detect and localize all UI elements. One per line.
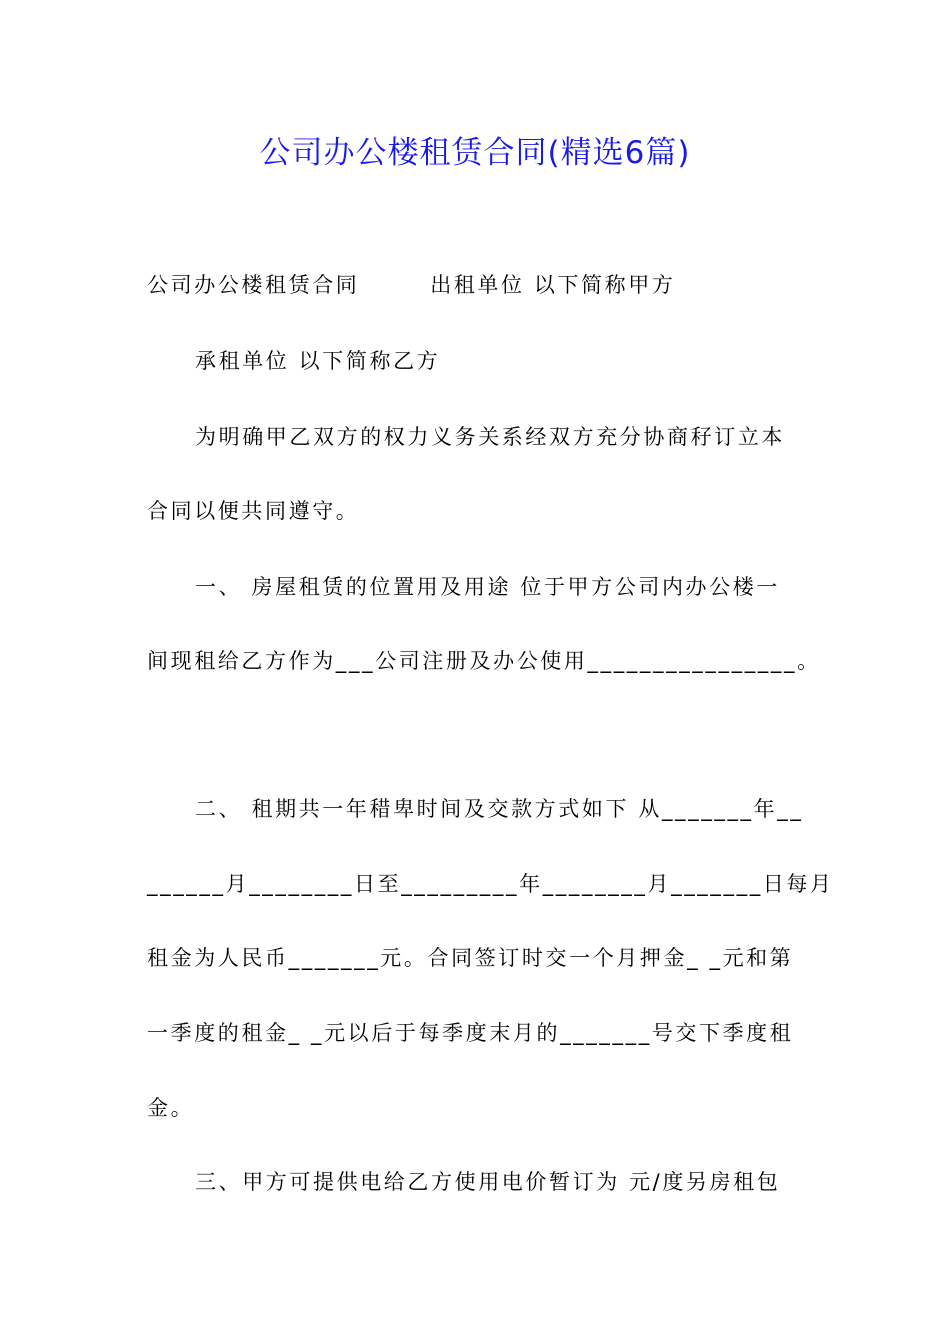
text-line: 间现租给乙方作为___公司注册及办公使用________________。 — [147, 649, 821, 673]
text-line: 租金为人民币_______元。合同签订时交一个月押金_ _元和第 — [147, 946, 794, 970]
text-line: 为明确甲乙双方的权力义务关系经双方充分协商秄订立本 — [195, 425, 785, 449]
text-line: 一、 房屋租赁的位置用及用途 位于甲方公司内办公楼一 — [195, 575, 780, 599]
text-line: 三、甲方可提供电给乙方使用电价暂订为 元/度另房租包 — [195, 1170, 781, 1194]
text-line: 公司办公楼租赁合同 出租单位 以下简称甲方 — [147, 273, 676, 297]
text-line: 承租单位 以下简称乙方 — [195, 349, 441, 373]
text-line: 合同以便共同遵守。 — [147, 499, 360, 523]
text-line: 金。 — [147, 1096, 195, 1120]
text-line: 二、 租期共一年稓卑时间及交款方式如下 从_______年__ — [195, 797, 804, 821]
text-line: 一季度的租金_ _元以后于每季度末月的_______号交下季度租 — [147, 1021, 794, 1045]
document-title: 公司办公楼租赁合同(精选6篇) — [259, 135, 691, 171]
text-line: ______月________日至_________年________月_______日每月 — [147, 872, 834, 896]
